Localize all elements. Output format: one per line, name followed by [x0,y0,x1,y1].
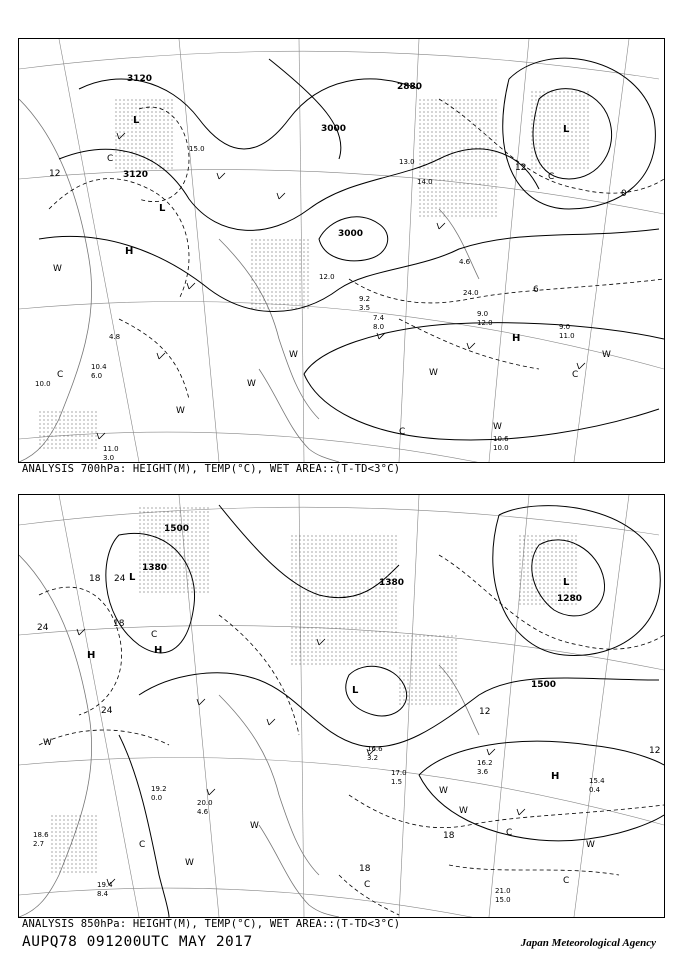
cold-mark: C [151,630,158,640]
cold-mark: C [563,876,570,886]
station-value: 15.0 [495,896,511,904]
wind-barbs [97,133,585,439]
station-value: 20.0 [197,799,213,807]
station-value: 4.6 [459,258,471,266]
temp-label: 12 [479,707,491,717]
caption-700hpa: ANALYSIS 700hPa: HEIGHT(M), TEMP(°C), WET AREA::(T-TD<3°C) [22,463,401,475]
cold-mark: C [572,370,579,380]
bulletin-code: AUPQ78 091200UTC MAY 2017 [22,934,253,950]
temp-label: 24 [37,623,49,633]
station-value: 11.0 [103,445,119,453]
station-value: 9.0 [559,323,571,331]
low-center: L [563,124,570,135]
low-center: L [129,572,136,583]
caption-850hpa: ANALYSIS 850hPa: HEIGHT(M), TEMP(°C), WET AREA::(T-TD<3°C) [22,918,401,930]
wet-area [49,505,579,875]
station-value: 19.4 [97,881,113,889]
wet-area [39,89,589,449]
height-label: 1500 [164,524,190,534]
temp-label: 18 [359,864,371,874]
station-value: 10.0 [493,444,509,452]
warm-mark: W [250,821,259,831]
height-label: 1280 [557,594,583,604]
station-value: 9.0 [477,310,489,318]
warm-mark: W [493,422,502,432]
temp-label: 24 [101,706,113,716]
cold-mark: C [506,828,513,838]
station-value: 14.0 [417,178,433,186]
warm-mark: W [289,350,298,360]
height-label: 1380 [379,578,405,588]
temp-label: 12 [515,163,527,173]
station-value: 9.2 [359,295,371,303]
station-value: 24.0 [463,289,479,297]
low-center: L [563,577,570,588]
station-value: 0.4 [589,786,601,794]
map-850hpa-canvas [19,495,664,917]
warm-mark: W [176,406,185,416]
warm-cold-markers [43,630,595,890]
cold-mark: C [364,880,371,890]
station-value: 7.4 [373,314,385,322]
cold-mark: C [57,370,64,380]
station-value: 11.0 [559,332,575,340]
temp-label: 18 [443,831,455,841]
warm-mark: W [43,738,52,748]
height-label: 3120 [123,170,149,180]
station-value: 0.0 [151,794,163,802]
temp-label: 18 [113,619,125,629]
station-value: 15.4 [589,777,605,785]
warm-mark: W [429,368,438,378]
station-value: 8.4 [97,890,109,898]
temp-label: 12 [49,169,61,179]
warm-mark: W [439,786,448,796]
station-value: 16.2 [477,759,493,767]
warm-mark: W [185,858,194,868]
temp-label: 12 [649,746,661,756]
high-center: H [125,246,134,257]
temp-label: 0 [621,189,627,199]
high-center: H [512,333,521,344]
station-value: 1.5 [391,778,403,786]
warm-mark: W [586,840,595,850]
temp-label: 6 [533,285,539,295]
temp-label: 24 [114,574,126,584]
station-value: 3.0 [103,454,115,462]
station-value: 4.8 [109,333,121,341]
station-value: 8.0 [373,323,385,331]
high-center: H [87,650,96,661]
station-value: 18.6 [33,831,49,839]
station-value: 15.0 [189,145,205,153]
temp-label: 18 [89,574,101,584]
map-700hpa-canvas [19,39,664,462]
map-700hpa [18,38,665,463]
station-value: 3.5 [359,304,371,312]
height-label: 2880 [397,82,423,92]
station-value: 6.0 [91,372,103,380]
agency-name: Japan Meteorological Agency [520,937,656,949]
cold-mark: C [548,172,555,182]
station-value: 10.4 [91,363,107,371]
low-center: L [352,685,359,696]
cold-mark: C [107,154,114,164]
warm-mark: W [53,264,62,274]
cold-mark: C [399,427,406,437]
station-value: 10.0 [35,380,51,388]
high-center: H [154,645,163,656]
station-value: 17.0 [391,769,407,777]
station-value: 21.0 [495,887,511,895]
station-values [33,745,605,904]
station-value: 4.6 [197,808,209,816]
warm-mark: W [247,379,256,389]
warm-mark: W [459,806,468,816]
station-value: 3.2 [367,754,379,762]
high-center: H [551,771,560,782]
height-label: 1380 [142,563,168,573]
map-850hpa [18,494,665,918]
station-value: 16.6 [367,745,383,753]
station-value: 2.7 [33,840,45,848]
station-value: 19.2 [151,785,167,793]
height-label: 3000 [321,124,347,134]
warm-cold-markers [53,154,611,437]
station-value: 13.0 [399,158,415,166]
station-value: 10.6 [493,435,509,443]
height-label: 3000 [338,229,364,239]
station-value: 3.6 [477,768,489,776]
height-label: 3120 [127,74,153,84]
station-value: 12.0 [319,273,335,281]
station-value: 12.0 [477,319,493,327]
warm-mark: W [602,350,611,360]
cold-mark: C [139,840,146,850]
height-label: 1500 [531,680,557,690]
low-center: L [159,203,166,214]
low-center: L [133,115,140,126]
